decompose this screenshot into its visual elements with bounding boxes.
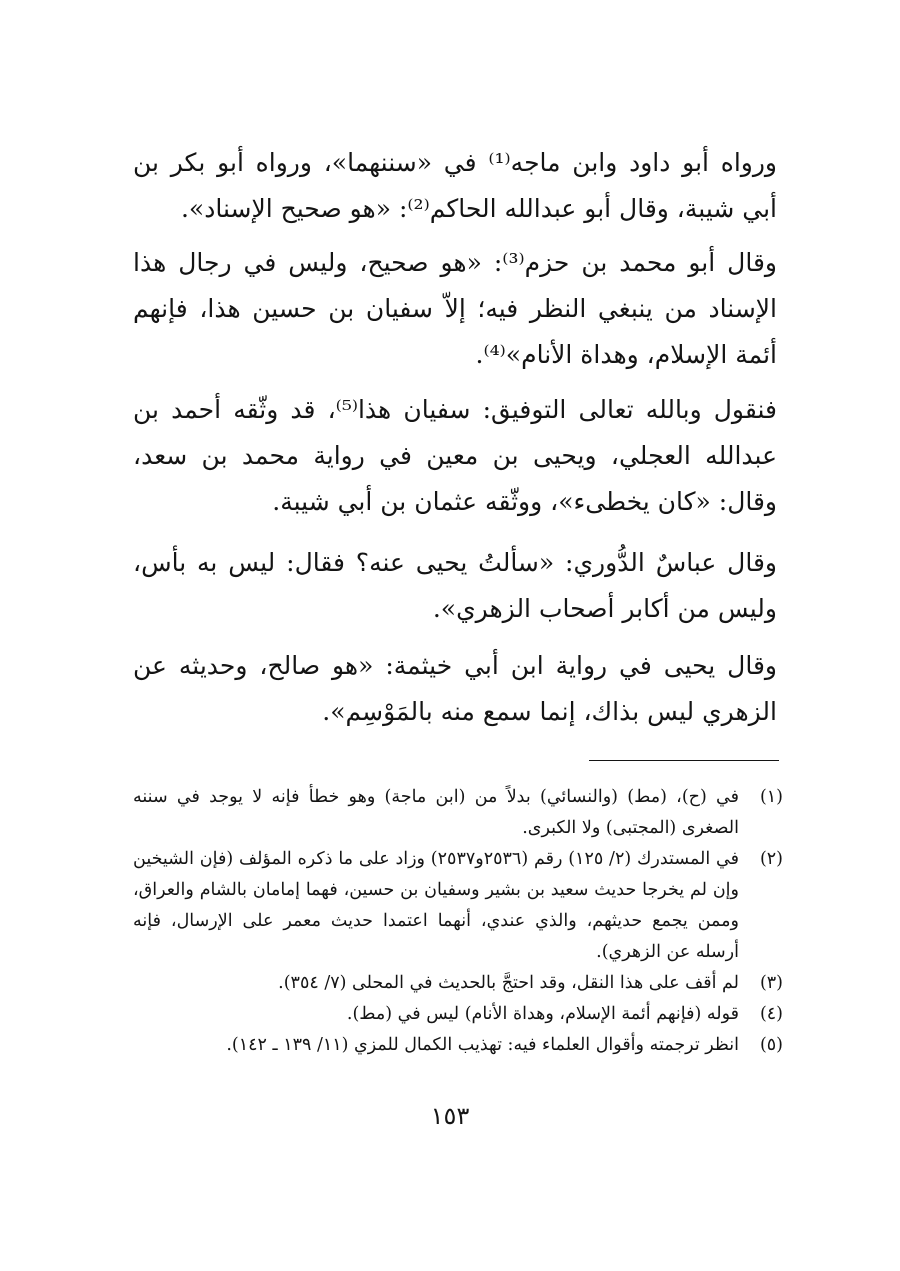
main-text-4 bbox=[133, 540, 777, 632]
footnote-2 bbox=[133, 844, 783, 968]
footnote-number: (٤) bbox=[759, 1004, 783, 1024]
footnote-text: قوله (فإنهم أئمة الإسلام، وهداة الأنام) ليس في (مط). bbox=[346, 1004, 739, 1024]
footnote-number: (١) bbox=[759, 787, 783, 807]
main-text-5 bbox=[133, 643, 777, 735]
footnote-number: (٢) bbox=[759, 849, 783, 869]
main-text-2 bbox=[133, 240, 777, 378]
main-text-3 bbox=[133, 387, 777, 525]
footnote-separator bbox=[589, 760, 779, 761]
footnote-text: انظر ترجمته وأقوال العلماء فيه: تهذيب الكمال للمزي (١١/ ١٣٩ ـ ١٤٢). bbox=[226, 1035, 739, 1055]
paragraph-5: وقال يحيى في رواية ابن أبي خيثمة: «هو صالح، وحديثه عن الزهري ليس بذاك، إنما سمع منه بالمَوْسِم». bbox=[133, 651, 777, 726]
paragraph-1: ورواه أبو داود وابن ماجه⁽¹⁾ في «سننهما»، ورواه أبو بكر بن أبي شيبة، وقال أبو عبدالله الحاكم⁽²⁾: «هو صحيح الإسناد». bbox=[133, 148, 778, 223]
main-text bbox=[133, 140, 777, 232]
footnote-4 bbox=[133, 999, 783, 1030]
footnote-text: لم أقف على هذا النقل، وقد احتجَّ بالحديث في المحلى (٧/ ٣٥٤). bbox=[278, 973, 739, 993]
footnote-3 bbox=[133, 968, 783, 999]
paragraph-3: فنقول وبالله تعالى التوفيق: سفيان هذا⁽⁵⁾، قد وثّقه أحمد بن عبدالله العجلي، ويحيى بن معين في رواية محمد بن سعد، وقال: «كان يخطىء»، ووثّقه عثمان بن أبي شيبة. bbox=[133, 395, 777, 516]
footnotes bbox=[133, 782, 783, 1061]
footnote-text: في (ح)، (مط) (والنسائي) بدلاً من (ابن ماجة) وهو خطأ فإنه لا يوجد في سننه الصغرى (المجتبى) ولا الكبرى. bbox=[133, 787, 739, 838]
footnote-number: (٥) bbox=[759, 1035, 783, 1055]
footnote-1 bbox=[133, 782, 783, 844]
paragraph-2: وقال أبو محمد بن حزم⁽³⁾: «هو صحيح، وليس في رجال هذا الإسناد من ينبغي النظر فيه؛ إلاّ سفيان بن حسين هذا، فإنهم أئمة الإسلام، وهداة الأنام»⁽⁴⁾. bbox=[133, 248, 777, 369]
page-number: ١٥٣ bbox=[430, 1102, 470, 1130]
paragraph-4: وقال عباسٌ الدُّوري: «سألتُ يحيى عنه؟ فقال: ليس به بأس، وليس من أكابر أصحاب الزهري». bbox=[133, 548, 777, 623]
footnote-text: في المستدرك (٢/ ١٢٥) رقم (٢٥٣٦و٢٥٣٧) وزاد على ما ذكره المؤلف (فإن الشيخين وإن لم يخرجا حديث سعيد بن بشير وسفيان بن حسين، فهما إمامان بالشام والعراق، وممن يجمع حديثهم، والذي عندي، أنهما اعتمدا حديث معمر على الإرسال، فإنه أرسله عن الزهري). bbox=[133, 849, 740, 962]
footnote-5 bbox=[133, 1030, 783, 1061]
footnote-number: (٣) bbox=[759, 973, 783, 993]
